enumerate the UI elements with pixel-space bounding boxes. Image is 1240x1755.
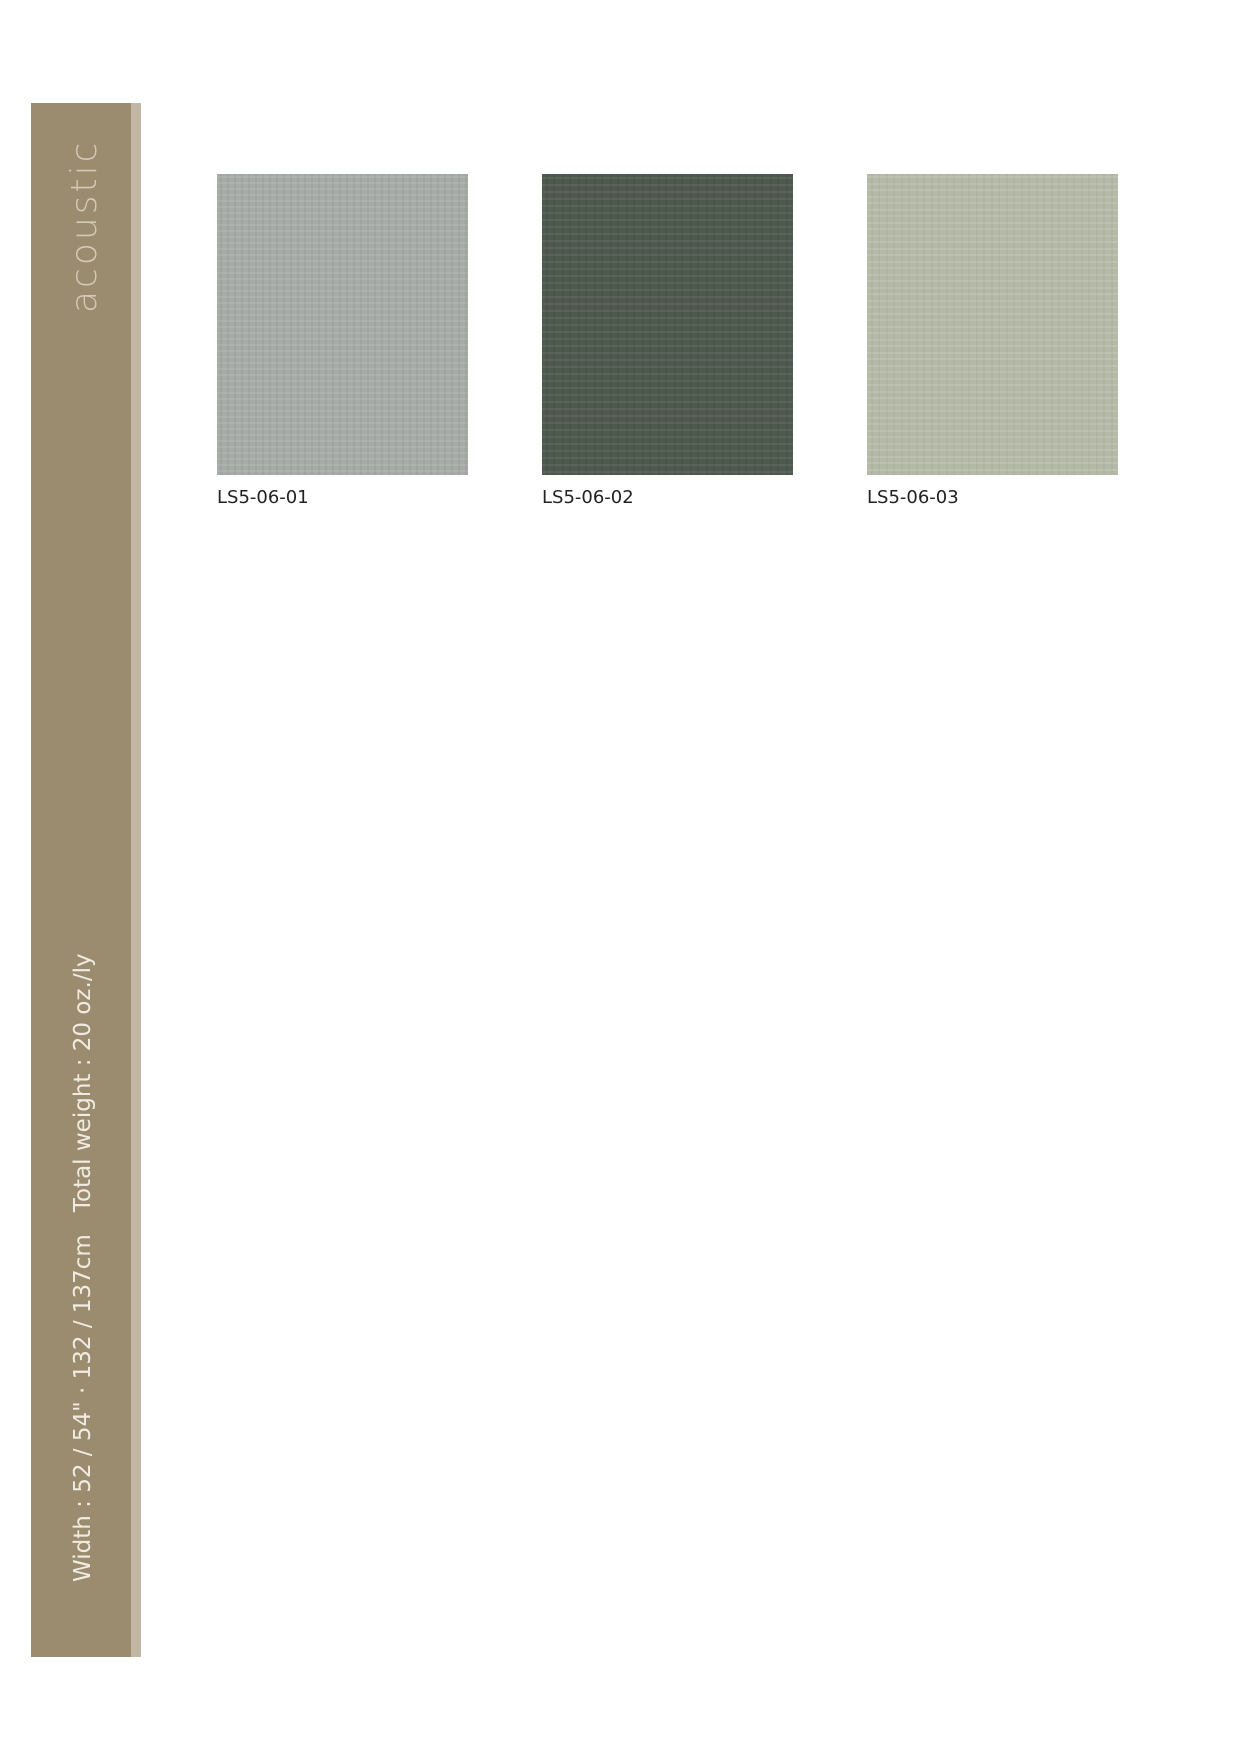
swatch-code: LS5-06-01 [217,487,309,508]
swatch-code: LS5-06-03 [867,487,959,508]
weight-spec: Total weight : 20 oz./ly [70,953,96,1213]
sidebar-edge [131,103,141,1657]
fabric-swatch-image [217,174,468,475]
swatch-code: LS5-06-02 [542,487,634,508]
swatch-ls5-06-02[interactable] [542,174,793,475]
swatch-ls5-06-03[interactable] [867,174,1118,475]
width-spec: Width : 52 / 54" · 132 / 137cm [70,1234,96,1582]
fabric-swatch-image [542,174,793,475]
fabric-specs [70,953,96,1582]
swatch-ls5-06-01[interactable] [217,174,468,475]
collection-label: acoustic [64,139,105,313]
fabric-swatch-image [867,174,1118,475]
